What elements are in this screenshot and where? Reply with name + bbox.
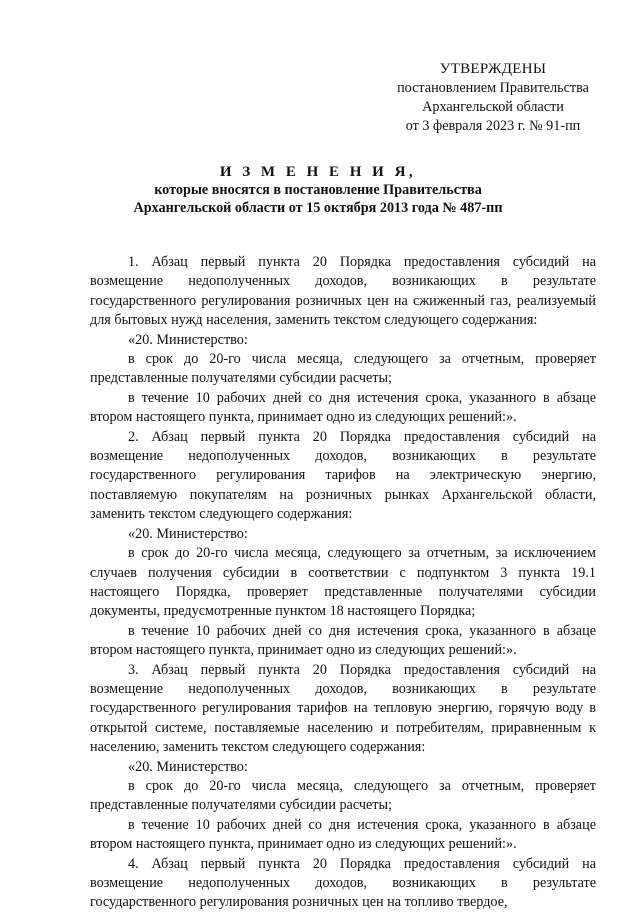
paragraph: в течение 10 рабочих дней со дня истечения срока, указанного в абзаце втором настоящего пункта, принимает одно из следующих решений:». [90, 389, 596, 426]
heading-line-1: которые вносятся в постановление Правительства [154, 182, 482, 198]
paragraph: «20. Министерство: [128, 331, 248, 348]
paragraph: в течение 10 рабочих дней со дня истечения срока, указанного в абзаце втором настоящего пункта, принимает одно из следующих решений:». [90, 622, 596, 659]
approval-line-3: от 3 февраля 2023 г. № 91-пп [405, 118, 581, 134]
paragraph: в срок до 20-го числа месяца, следующего за отчетным, за исключением случаев получения субсидии в соответствии с подпунктом 3 пункта 19.1 настоящего Порядка, проверяет представленные получателями субсидии документы, предусмотренные пунктом 18 настоящего Порядка; [90, 545, 596, 620]
approval-title: УТВЕРЖДЕНЫ [439, 61, 547, 77]
paragraph: «20. Министерство: [128, 525, 248, 542]
paragraph: в течение 10 рабочих дней со дня истечения срока, указанного в абзаце втором настоящего пункта, принимает одно из следующих решений:». [90, 816, 596, 853]
paragraph: в срок до 20-го числа месяца, следующего за отчетным, проверяет представленные получателями субсидии расчеты; [90, 777, 596, 814]
heading-title: И З М Е Н Е Н И Я, [219, 164, 417, 180]
paragraph: «20. Министерство: [128, 758, 248, 775]
paragraph: 4. Абзац первый пункта 20 Порядка предоставления субсидий на возмещение недополученных доходов, возникающих в результате государственного регулирования розничных цен на топливо твердое, [90, 855, 596, 911]
paragraph: 3. Абзац первый пункта 20 Порядка предоставления субсидий на возмещение недополученных доходов, возникающих в результате государственного регулирования тарифов на тепловую энергию, горячую воду в открытой системе, поставляемые населению и потребителям, приравненным к населению, заменить текстом следующего содержания: [90, 661, 596, 756]
paragraph: 2. Абзац первый пункта 20 Порядка предоставления субсидий на возмещение недополученных доходов, возникающих в результате государственного регулирования тарифов на электрическую энергию, поставляемую покупателям на розничных рынках Архангельской области, заменить текстом следующего содержания: [90, 428, 596, 523]
approval-line-1: постановлением Правительства [397, 80, 589, 96]
approval-line-2: Архангельской области [422, 99, 564, 115]
approval-block [388, 60, 598, 136]
document-heading [90, 163, 546, 217]
paragraph: в срок до 20-го числа месяца, следующего за отчетным, проверяет представленные получателями субсидии расчеты; [90, 351, 596, 387]
document-body [90, 253, 596, 913]
heading-line-2: Архангельской области от 15 октября 2013 года № 487-пп [133, 200, 503, 216]
paragraph: 1. Абзац первый пункта 20 Порядка предоставления субсидий на возмещение недополученных доходов, возникающих в результате государственного регулирования розничных цен на сжиженный газ, реализуемый для бытовых нужд населения, заменить текстом следующего содержания: [90, 254, 596, 329]
